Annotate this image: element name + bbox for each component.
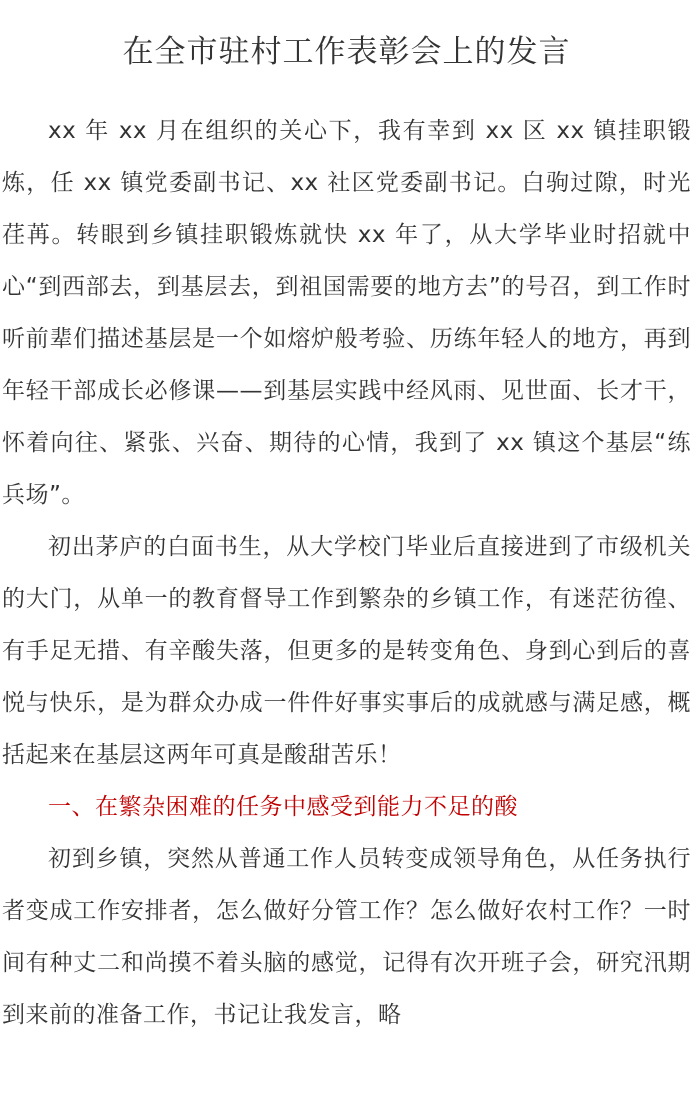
paragraph-intro: xx 年 xx 月在组织的关心下，我有幸到 xx 区 xx 镇挂职锻炼，任 xx 镇党委副书记、xx 社区党委副书记。白驹过隙，时光荏苒。转眼到乡镇挂职锻炼就快 xx 年了，从大学毕业时招就中心“到西部去，到基层去，到祖国需要的地方去”的号召，到工作时听前辈们描述基层是一个如熔炉般考验、历练年轻人的地方，再到年轻干部成长必修课——到基层实践中经风雨、见世面、长才干，怀着向往、紧张、兴奋、期待的心情，我到了 xx 镇这个基层“练兵场”。: [2, 118, 691, 508]
document-body: [2, 105, 691, 1041]
paragraph-feelings: 初出茅庐的白面书生，从大学校门毕业后直接进到了市级机关的大门，从单一的教育督导工作到繁杂的乡镇工作，有迷茫彷徨、有手足无措、有辛酸失落，但更多的是转变角色、身到心到后的喜悦与快乐，是为群众办成一件件好事实事后的成就感与满足感，概括起来在基层这两年可真是酸甜苦乐！: [2, 534, 691, 768]
document-title: 在全市驻村工作表彰会上的发言: [122, 34, 571, 70]
section-heading-sour: 一、在繁杂困难的任务中感受到能力不足的酸: [48, 794, 518, 820]
paragraph-section-one: 初到乡镇，突然从普通工作人员转变成领导角色，从任务执行者变成工作安排者，怎么做好分管工作？怎么做好农村工作？一时间有种丈二和尚摸不着头脑的感觉，记得有次开班子会，研究汛期到来前的准备工作，书记让我发言，略: [2, 846, 691, 1028]
